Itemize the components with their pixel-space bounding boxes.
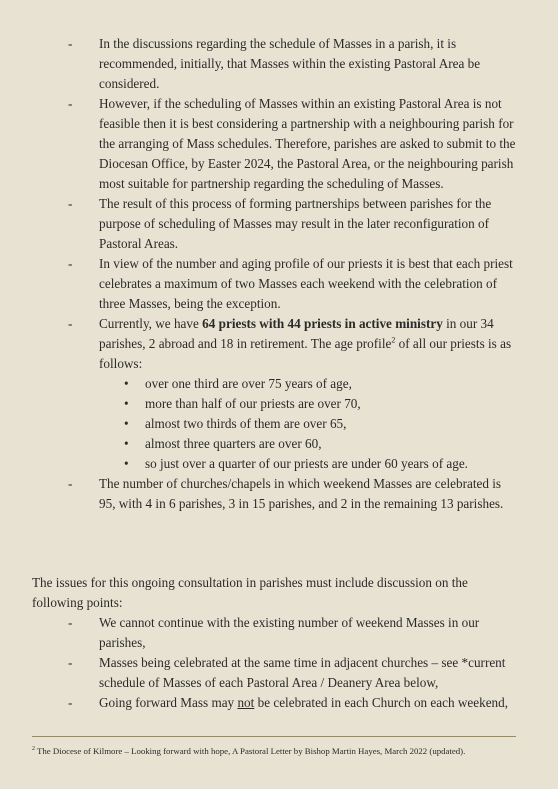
list-item [0, 653, 516, 693]
list-item [0, 34, 516, 94]
sub-item-text: over one third are over 75 years of age, [145, 376, 352, 391]
sub-item-text: so just over a quarter of our priests are under 60 years of age. [145, 456, 468, 471]
consultation-paragraph: The issues for this ongoing consultation in parishes must include discussion on the following points: [32, 575, 468, 610]
bullet-dot: • [124, 376, 129, 391]
sub-item-text: almost two thirds of them are over 65, [145, 416, 347, 431]
dash-marker: - [68, 655, 73, 670]
bullet-dot: • [124, 436, 129, 451]
bullet-dot: • [124, 396, 129, 411]
bullet-text: However, if the scheduling of Masses within an existing Pastoral Area is not feasible then it is best considering a partnership with a neighbouring parish for the arranging of Mass schedules. Therefore, parishes are asked to submit to the Diocesan Office, by Easter 2024, the Pastoral Area, or the neighbouring parish most suitable for partnership regarding the scheduling of Masses. [99, 96, 516, 191]
dash-marker: - [68, 695, 73, 710]
list-item [0, 314, 516, 474]
sub-item-text: almost three quarters are over 60, [145, 436, 322, 451]
consultation-points-list [0, 613, 558, 713]
bullet-dot: • [124, 416, 129, 431]
bullet-text-post: of all our priests is as follows: [99, 336, 512, 371]
footnote-text: The Diocese of Kilmore – Looking forward with hope, A Pastoral Letter by Bishop Martin Hayes, March 2022 (updated). [35, 745, 466, 756]
priest-count-bold: 64 priests with 44 priests in active ministry [202, 316, 443, 331]
dash-marker: - [68, 316, 73, 331]
footnote-separator [32, 736, 516, 737]
bullet-text: The number of churches/chapels in which weekend Masses are celebrated is 95, with 4 in 6 parishes, 3 in 15 parishes, and 2 in the remaining 13 parishes. [99, 476, 504, 511]
dash-marker: - [68, 256, 73, 271]
list-item [0, 474, 516, 514]
bullet-text: Masses being celebrated at the same time in adjacent churches – see *current schedule of Masses of each Pastoral Area / Deanery Area below, [99, 655, 506, 690]
bullet-list [0, 34, 558, 514]
sub-list-item [99, 414, 516, 434]
bullet-text: We cannot continue with the existing number of weekend Masses in our parishes, [99, 615, 480, 650]
bullet-dot: • [124, 456, 129, 471]
footnote [32, 743, 532, 757]
list-item [0, 194, 516, 254]
list-item [0, 254, 516, 314]
sub-list-item [99, 454, 516, 474]
underlined-word: not [237, 695, 255, 710]
sub-list-item [99, 434, 516, 454]
bullet-text-pre: Currently, we have [99, 316, 203, 331]
sub-item-text: more than half of our priests are over 70, [145, 396, 361, 411]
sub-list-item [99, 374, 516, 394]
bullet-text: In view of the number and aging profile of our priests it is best that each priest celebrates a maximum of two Masses each weekend with the celebration of three Masses, being the exception. [99, 256, 513, 311]
age-profile-list [99, 374, 516, 474]
bullet-text-mid: in our 34 parishes, 2 abroad and 18 in retirement. The age profile [99, 316, 494, 351]
dash-marker: - [68, 96, 73, 111]
footnote-marker: 2 [32, 746, 35, 752]
bullet-text-post: be celebrated in each Church on each weekend, [254, 695, 509, 710]
list-item [0, 94, 516, 194]
dash-marker: - [68, 476, 73, 491]
bullet-text-pre: Going forward Mass may [99, 695, 238, 710]
dash-marker: - [68, 615, 73, 630]
bullet-text: The result of this process of forming partnerships between parishes for the purpose of scheduling of Masses may result in the later reconfiguration of Pastoral Areas. [99, 196, 492, 251]
list-item [0, 613, 516, 653]
list-item [0, 693, 516, 713]
footnote-ref: 2 [391, 335, 396, 345]
bullet-text: In the discussions regarding the schedule of Masses in a parish, it is recommended, initially, that Masses within the existing Pastoral Area be considered. [99, 36, 481, 91]
dash-marker: - [68, 196, 73, 211]
sub-list-item [99, 394, 516, 414]
dash-marker: - [68, 36, 73, 51]
